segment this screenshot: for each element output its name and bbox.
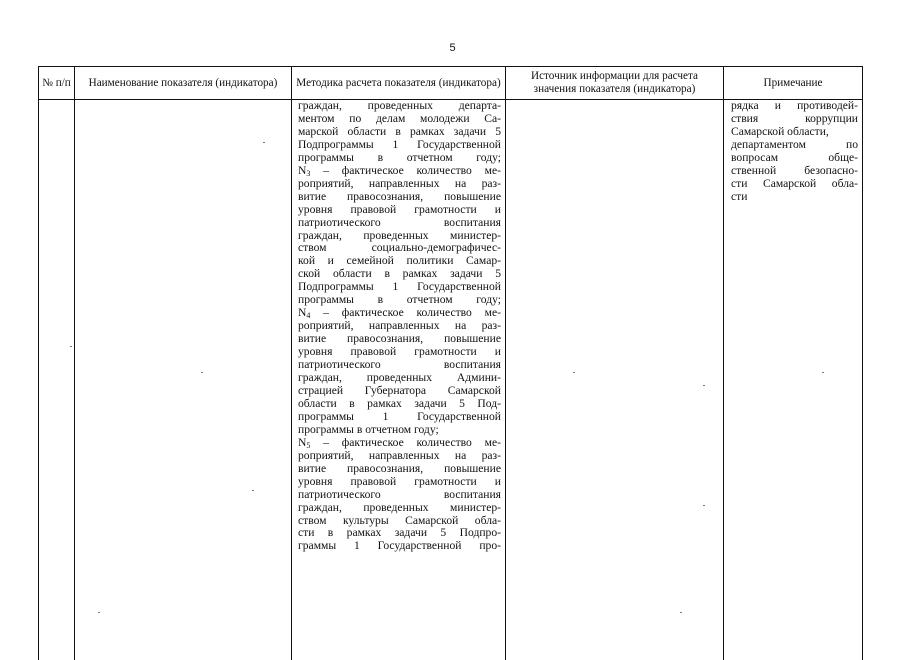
scan-speck xyxy=(703,385,705,386)
calc-method-text xyxy=(292,100,505,553)
line-text: Подпрограммы 1 Государственной xyxy=(298,138,501,151)
table-header-row xyxy=(39,67,863,100)
line-text: кой и семейной политики Самар- xyxy=(298,254,501,267)
scan-speck xyxy=(98,612,100,613)
header-number: № п/п xyxy=(39,67,75,100)
variable-symbol: N xyxy=(298,164,306,177)
line-text: – фактическое количество ме- xyxy=(323,436,501,449)
cell-info-source xyxy=(506,100,724,660)
line-text: патриотического воспитания xyxy=(298,488,501,501)
cell-note xyxy=(724,100,863,660)
line-text: ментом по делам молодежи Са- xyxy=(298,112,501,125)
variable-symbol: N xyxy=(298,306,306,319)
line-text: программы в отчетном году; xyxy=(298,423,439,436)
header-info-source: Источник информации для расчета значения показателя (индикатора) xyxy=(506,67,724,100)
variable-subscript: 5 xyxy=(306,441,310,450)
line-text: роприятий, направленных на раз- xyxy=(298,319,501,332)
line-text: Подпрограммы 1 Государственной xyxy=(298,280,501,293)
note-text xyxy=(724,100,862,204)
header-calc-method: Методика расчета показателя (индикатора) xyxy=(292,67,506,100)
line-text: уровня правовой грамотности и xyxy=(298,203,501,216)
line-text: департаментом по xyxy=(731,138,858,151)
line-text: ством культуры Самарской обла- xyxy=(298,514,501,527)
scan-speck xyxy=(573,372,575,373)
line-text: программы в отчетном году; xyxy=(298,293,501,306)
scan-speck xyxy=(252,490,254,491)
line-text: витие правосознания, повышение xyxy=(298,462,501,475)
line-text: граждан, проведенных Админи- xyxy=(298,371,501,384)
cell-calc-method xyxy=(292,100,506,660)
scan-speck xyxy=(703,505,705,506)
line-text: ством социально-демографичес- xyxy=(298,241,501,254)
variable-subscript: 3 xyxy=(306,169,310,178)
line-text: программы 1 Государственной xyxy=(298,410,501,423)
scan-speck xyxy=(263,142,265,143)
line-text: граждан, проведенных министер- xyxy=(298,229,501,242)
line-text: сти Самарской обла- xyxy=(731,177,858,190)
line-text: области в рамках задачи 5 Под- xyxy=(298,397,501,410)
line-text: уровня правовой грамотности и xyxy=(298,475,501,488)
variable-symbol: N xyxy=(298,436,306,449)
scan-speck xyxy=(70,346,72,347)
header-indicator-name: Наименование показателя (индикатора) xyxy=(75,67,292,100)
cell-number xyxy=(39,100,75,660)
line-text: – фактическое количество ме- xyxy=(323,306,501,319)
page-number: 5 xyxy=(0,42,905,54)
line-text: ской области в рамках задачи 5 xyxy=(298,267,501,280)
cell-indicator-name xyxy=(75,100,292,660)
method-line xyxy=(298,540,501,553)
line-text: витие правосознания, повышение xyxy=(298,190,501,203)
line-text: ствия коррупции xyxy=(731,112,858,125)
line-text: программы в отчетном году; xyxy=(298,151,501,164)
line-text: граждан, проведенных департа- xyxy=(298,99,501,112)
note-line xyxy=(731,191,858,204)
line-text: роприятий, направленных на раз- xyxy=(298,449,501,462)
indicator-table xyxy=(38,66,863,660)
line-text: – фактическое количество ме- xyxy=(323,164,501,177)
table-row xyxy=(39,100,863,660)
scan-speck xyxy=(680,612,682,613)
line-text: граждан, проведенных министер- xyxy=(298,501,501,514)
note-line xyxy=(731,178,858,191)
line-text: ственной безопасно- xyxy=(731,164,858,177)
line-text: рядка и противодей- xyxy=(731,99,858,112)
line-text: патриотического воспитания xyxy=(298,358,501,371)
line-text: страцией Губернатора Самарской xyxy=(298,384,501,397)
line-text: вопросам обще- xyxy=(731,151,858,164)
line-text: уровня правовой грамотности и xyxy=(298,345,501,358)
line-text: Самарской области, xyxy=(731,125,829,138)
scan-speck xyxy=(822,372,824,373)
line-text: роприятий, направленных на раз- xyxy=(298,177,501,190)
scan-speck xyxy=(201,372,203,373)
line-text: патриотического воспитания xyxy=(298,216,501,229)
line-text: сти в рамках задачи 5 Подпро- xyxy=(298,526,501,539)
line-text: марской области в рамках задачи 5 xyxy=(298,125,501,138)
line-text: витие правосознания, повышение xyxy=(298,332,501,345)
line-text: сти xyxy=(731,190,747,203)
header-note: Примечание xyxy=(724,67,863,100)
variable-subscript: 4 xyxy=(306,311,310,320)
line-text: граммы 1 Государственной про- xyxy=(298,539,501,552)
